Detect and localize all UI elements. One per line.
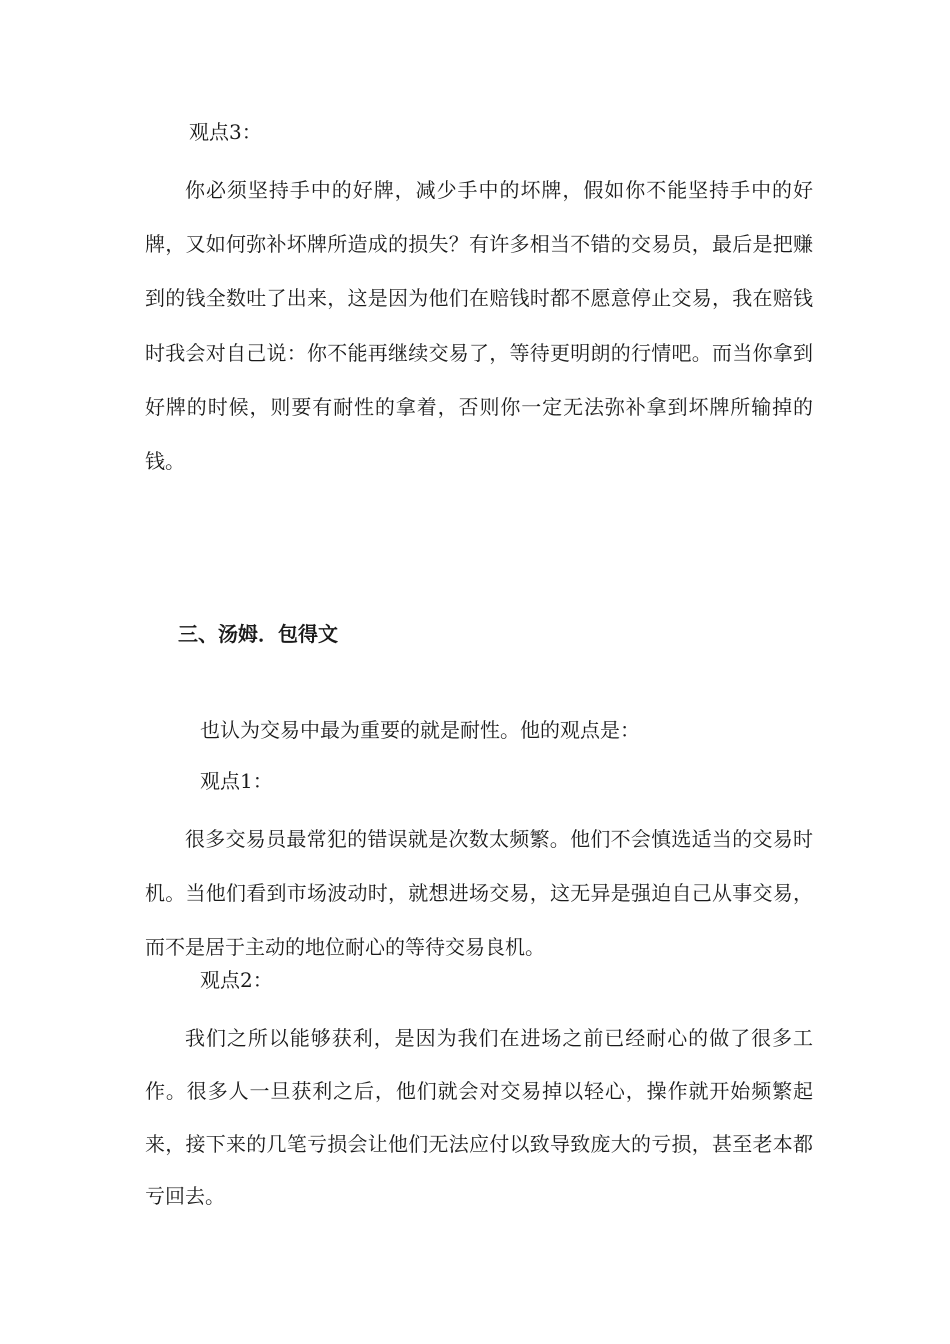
point2-paragraph: 我们之所以能够获利，是因为我们在进场之前已经耐心的做了很多工作。很多人一旦获利之后，他们就会对交易掉以轻心，操作就开始频繁起来，接下来的几笔亏损会让他们无法应付以致导致庞大的亏损，甚至老本都亏回去。 xyxy=(145,1026,813,1209)
point1-label: 观点1： xyxy=(200,769,273,793)
section-intro: 也认为交易中最为重要的就是耐性。他的观点是： xyxy=(200,718,640,742)
point1-paragraph: 很多交易员最常犯的错误就是次数太频繁。他们不会慎选适当的交易时机。当他们看到市场波动时，就想进场交易，这无异是强迫自己从事交易，而不是居于主动的地位耐心的等待交易良机。 xyxy=(145,827,813,959)
point3-paragraph: 你必须坚持手中的好牌，减少手中的坏牌，假如你不能坚持手中的好牌，又如何弥补坏牌所造成的损失？有许多相当不错的交易员，最后是把赚到的钱全数吐了出来，这是因为他们在赔钱时都不愿意停止交易，我在赔钱时我会对自己说：你不能再继续交易了，等待更明朗的行情吧。而当你拿到好牌的时候，则要有耐性的拿着，否则你一定无法弥补拿到坏牌所输掉的钱。 xyxy=(145,178,813,474)
point2-label: 观点2： xyxy=(200,968,273,992)
point3-label: 观点3： xyxy=(189,120,262,144)
section-heading: 三、汤姆．包得文 xyxy=(178,622,338,646)
